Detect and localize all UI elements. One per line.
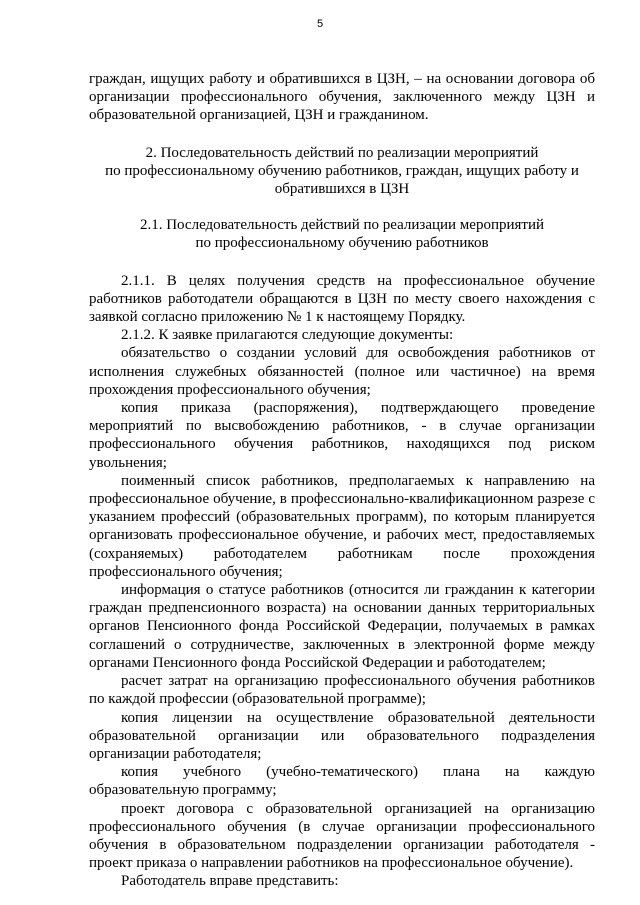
- section-2-heading-line: 2. Последовательность действий по реализации мероприятий: [145, 144, 539, 161]
- subsection-2-1-heading-line: по профессиональному обучению работников: [195, 235, 489, 252]
- section-2-heading: [89, 144, 595, 199]
- document-body: [89, 70, 595, 891]
- document-item-obligation: обязательство о создании условий для освобождения работников от исполнения служебных обязанностей (полное или частичное) на время прохождения профессионального обучения;: [89, 345, 595, 398]
- page-number: 5: [316, 18, 324, 30]
- intro-paragraph: граждан, ищущих работу и обратившихся в ЦЗН, – на основании договора об организации профессионального обучения, заключенного между ЦЗН и образовательной организацией, ЦЗН и гражданином.: [89, 71, 595, 124]
- document-item-contract-draft: проект договора с образовательной организацией на организацию профессионального обучения (в случае организации профессионального обучения в образовательном подразделении организации работодателя - проект приказа о направлении работников на профессиональное обучение).: [89, 800, 595, 872]
- document-item-curriculum-copy: копия учебного (учебно-тематического) плана на каждую образовательную программу;: [89, 764, 595, 799]
- subsection-2-1-heading-line: 2.1. Последовательность действий по реализации мероприятий: [139, 217, 545, 234]
- document-item-employee-list: поименный список работников, предполагаемых к направлению на профессиональное обучение, в профессионально-квалификационном разрезе с указанием профессий (образовательных программ), по которым планируется организовать профессиональное обучение, и рабочих мест, предоставляемых (сохраняемых) работодателем работникам после прохождения профессионального обучения;: [89, 472, 595, 580]
- section-2-heading-line: по профессиональному обучению работников, граждан, ищущих работу и: [105, 162, 579, 179]
- paragraph-list: [89, 272, 595, 891]
- subsection-2-1-heading: [89, 216, 595, 252]
- document-item-order-copy: копия приказа (распоряжения), подтверждающего проведение мероприятий по высвобождению работников, - в случае организации профессионального обучения работников, находящихся под риском увольнения;: [89, 400, 595, 471]
- paragraph-2-1-1: 2.1.1. В целях получения средств на профессиональное обучение работников работодатели обращаются в ЦЗН по месту своего нахождения с заявкой согласно приложению № 1 к настоящему Порядку.: [89, 272, 595, 326]
- section-2-heading-line: обратившихся в ЦЗН: [274, 181, 410, 198]
- document-item-employee-status: информация о статусе работников (относится ли гражданин к категории граждан предпенсионного возраста) на основании данных территориальных органов Пенсионного фонда Российской Федерации, получаемых в рамках соглашений о сотрудничестве, заключенных в электронной форме между органами Пенсионного фонда Российской Федерации и работодателем;: [89, 582, 595, 671]
- employer-may-submit: Работодатель вправе представить:: [121, 873, 339, 890]
- document-item-cost-calculation: расчет затрат на организацию профессионального обучения работников по каждой профессии (образовательной программе);: [89, 673, 595, 708]
- document-item-license-copy: копия лицензии на осуществление образовательной деятельности образовательной организации или образовательного подразделения организации работодателя;: [89, 709, 595, 762]
- paragraph-2-1-2: 2.1.2. К заявке прилагаются следующие документы:: [121, 327, 454, 344]
